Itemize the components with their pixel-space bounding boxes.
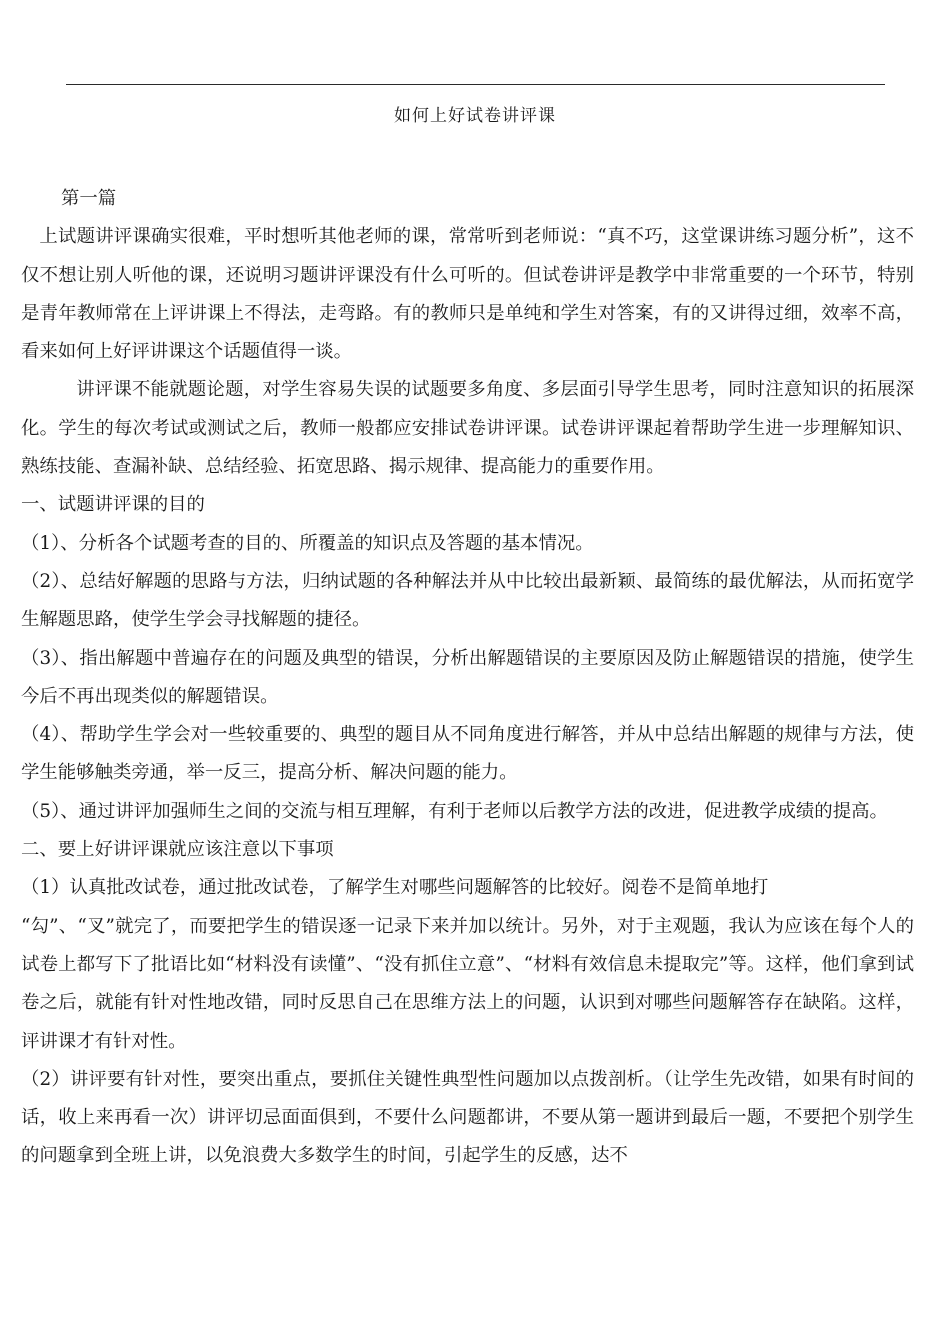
section-1-item-3: （3）、指出解题中普遍存在的问题及典型的错误，分析出解题错误的主要原因及防止解题错误的措施，使学生今后不再出现类似的解题错误。 — [21, 647, 914, 707]
intro-paragraph-1: 上试题讲评课确实很难，平时想听其他老师的课，常常听到老师说：“真不巧，这堂课讲练习题分析”，这不仅不想让别人听他的课，还说明习题讲评课没有什么可听的。但试卷讲评是教学中非常重要的一个环节，特别是青年教师常在上评讲课上不得法，走弯路。有的教师只是单纯和学生对答案，有的又讲得过细，效率不高，看来如何上好评讲课这个话题值得一谈。 — [21, 226, 914, 363]
section-2-item-1-first-line: （1）认真批改试卷，通过批改试卷，了解学生对哪些问题解答的比较好。阅卷不是简单地打 — [21, 877, 769, 899]
header-rule — [66, 84, 885, 85]
section-2-item-1-continuation: “勾”、“叉”就完了，而要把学生的错误逐一记录下来并加以统计。另外，对于主观题，我认为应该在每个人的试卷上都写下了批语比如“材料没有读懂”、“没有抓住立意”、“材料有效信息未提取完”等。这样，他们拿到试卷之后，就能有针对性地改错，同时反思自己在思维方法上的问题，认识到对哪些问题解答存在缺陷。这样，评讲课才有针对性。 — [21, 915, 914, 1052]
document-title: 如何上好试卷讲评课 — [394, 106, 556, 126]
section-1-item-2: （2）、总结好解题的思路与方法，归纳试题的各种解法并从中比较出最新颖、最简练的最优解法，从而拓宽学生解题思路，使学生学会寻找解题的捷径。 — [21, 570, 914, 631]
subheading: 第一篇 — [61, 188, 117, 209]
document-body — [21, 180, 914, 1176]
section-2-heading: 二、要上好讲评课就应该注意以下事项 — [21, 839, 334, 861]
section-1-heading: 一、试题讲评课的目的 — [21, 494, 205, 516]
section-1-item-1: （1）、分析各个试题考查的目的、所覆盖的知识点及答题的基本情况。 — [21, 532, 594, 554]
section-1-item-5: （5）、通过讲评加强师生之间的交流与相互理解，有利于老师以后教学方法的改进，促进教学成绩的提高。 — [21, 800, 888, 822]
section-2-item-2: （2）讲评要有针对性，要突出重点，要抓住关键性典型性问题加以点拨剖析。（让学生先改错，如果有时间的话，收上来再看一次）讲评切忌面面俱到，不要什么问题都讲，不要从第一题讲到最后一题，不要把个别学生的问题拿到全班上讲，以免浪费大多数学生的时间，引起学生的反感，达不 — [21, 1068, 914, 1167]
section-1-item-4: （4）、帮助学生学会对一些较重要的、典型的题目从不同角度进行解答，并从中总结出解题的规律与方法，使学生能够触类旁通，举一反三，提高分析、解决问题的能力。 — [21, 724, 914, 784]
intro-paragraph-2: 讲评课不能就题论题，对学生容易失误的试题要多角度、多层面引导学生思考，同时注意知识的拓展深化。学生的每次考试或测试之后，教师一般都应安排试卷讲评课。试卷讲评课起着帮助学生进一步理解知识、熟练技能、查漏补缺、总结经验、拓宽思路、揭示规律、提高能力的重要作用。 — [21, 379, 914, 478]
